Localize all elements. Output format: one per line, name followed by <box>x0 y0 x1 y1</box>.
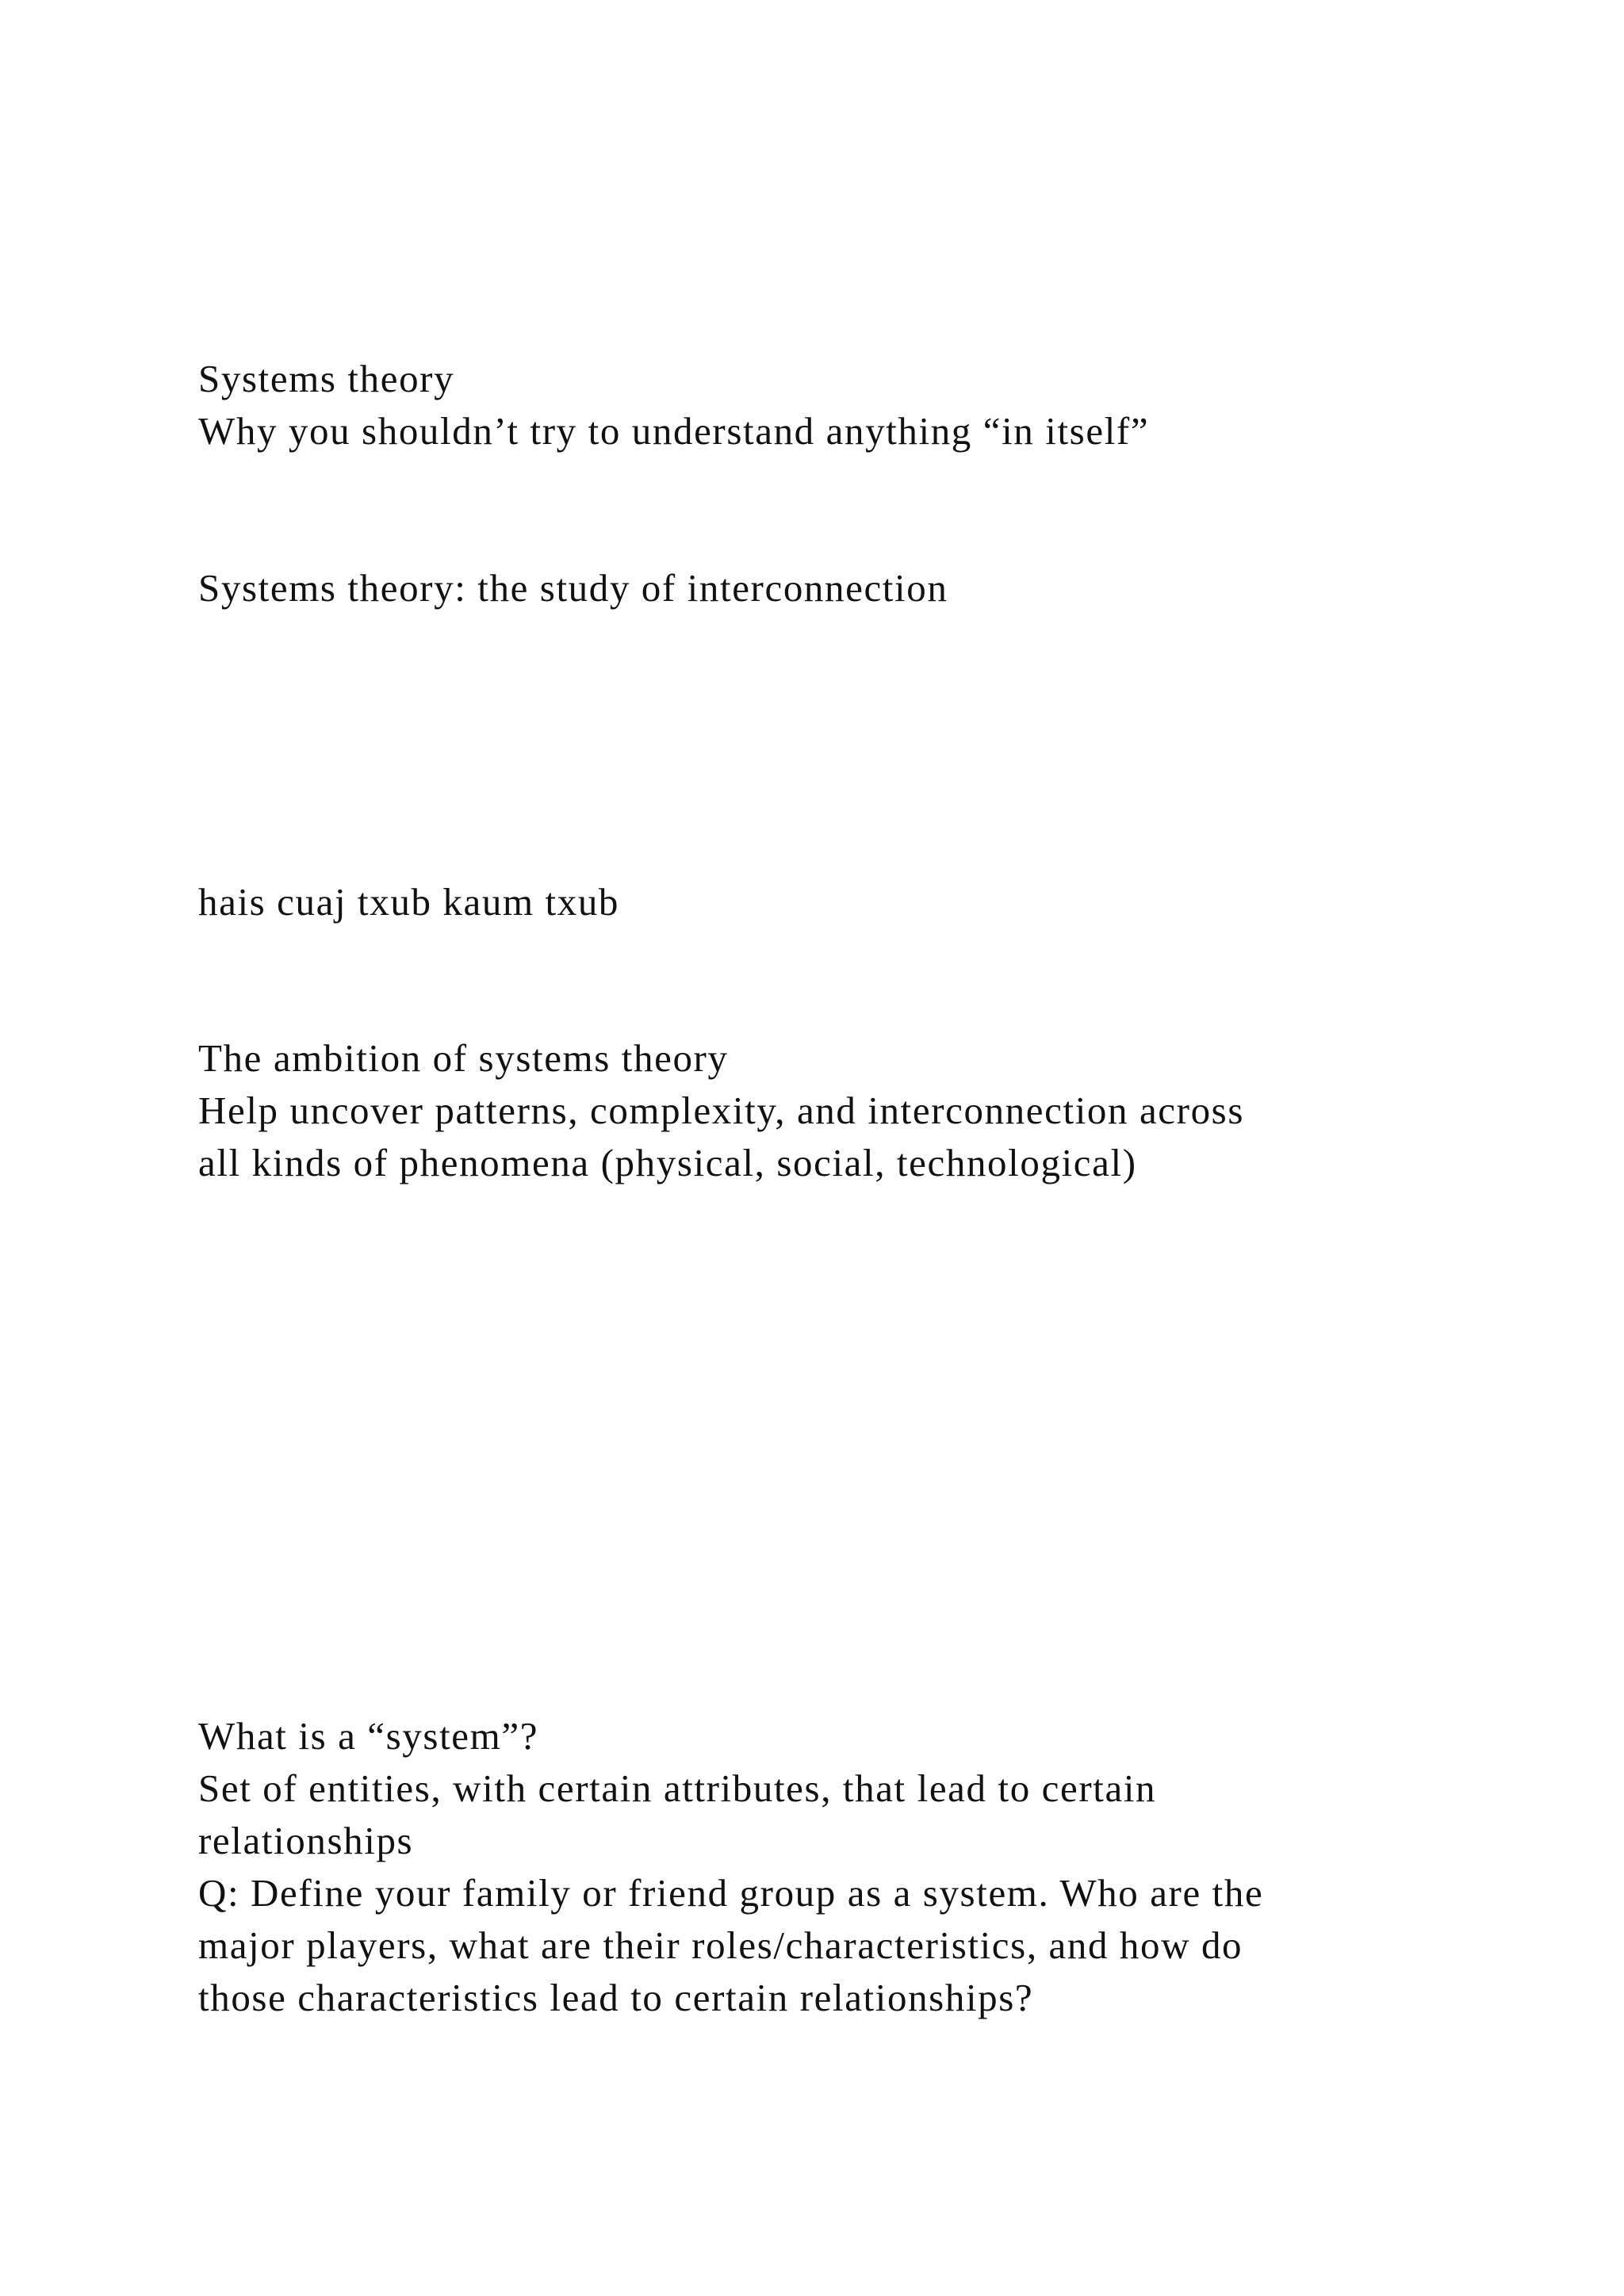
definition-line: Systems theory: the study of interconnection <box>198 566 948 610</box>
section-title-ambition: The ambition of systems theory <box>198 1036 729 1080</box>
question-line-1: Q: Define your family or friend group as a system. Who are the <box>198 1871 1264 1915</box>
system-definition-line-2: relationships <box>198 1819 414 1862</box>
section-title-systems-theory: Systems theory <box>198 357 455 400</box>
system-definition-line-1: Set of entities, with certain attributes, that lead to certain <box>198 1766 1157 1810</box>
question-line-3: those characteristics lead to certain relationships? <box>198 1976 1034 2019</box>
section-title-what-is-system: What is a “system”? <box>198 1714 539 1758</box>
question-line-2: major players, what are their roles/characteristics, and how do <box>198 1923 1243 1967</box>
ambition-text-line-1: Help uncover patterns, complexity, and interconnection across <box>198 1089 1245 1132</box>
phrase-line: hais cuaj txub kaum txub <box>198 880 620 924</box>
ambition-text-line-2: all kinds of phenomena (physical, social, technological) <box>198 1141 1137 1184</box>
subtitle-line: Why you shouldn’t try to understand anything “in itself” <box>198 409 1150 453</box>
